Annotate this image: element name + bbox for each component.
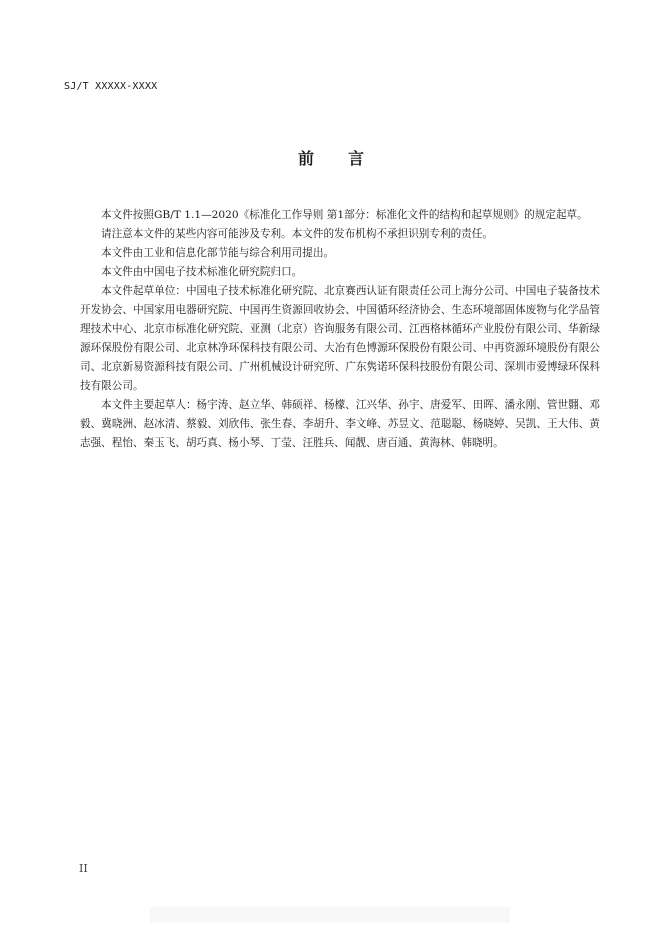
paragraph-standard-basis: 本文件按照GB/T 1.1—2020《标准化工作导则 第1部分：标准化文件的结构和起草规则》的规定起草。 — [101, 209, 588, 221]
paragraph-drafters: 本文件主要起草人：杨宇涛、赵立华、韩硕祥、杨檬、江兴华、孙宇、唐爱军、田晖、潘永刚、管世翾、邓毅、冀晓洲、赵冰清、蔡毅、刘欣伟、张生春、李胡升、李文峰、苏昱文、范聪聪、杨晓婷、吴凯、王大伟、黄志强、程怡、秦玉飞、胡巧真、杨小琴、丁莹、汪胜兵、闻靓、唐百通、黄海林、韩晓明。 — [80, 399, 600, 449]
document-code: SJ/T XXXXX-XXXX — [64, 81, 158, 92]
paragraph-drafting-units: 本文件起草单位：中国电子技术标准化研究院、北京赛西认证有限责任公司上海分公司、中国电子装备技术开发协会、中国家用电器研究院、中国再生资源回收协会、中国循环经济协会、生态环境部固体废物与化学品管理技术中心、北京市标准化研究院、亚测（北京）咨询服务有限公司、江西格林循环产业股份有限公司、华新绿源环保股份有限公司、北京林净环保科技有限公司、大冶有色博源环保股份有限公司、中再资源环境股份有限公司、北京新易资源科技有限公司、广州机械设计研究所、广东隽诺环保科技股份有限公司、深圳市爱博绿环保科技有限公司。 — [80, 285, 600, 392]
paragraph-proposer: 本文件由工业和信息化部节能与综合利用司提出。 — [101, 247, 335, 259]
page-number: II — [79, 862, 88, 875]
faint-watermark-band — [150, 907, 510, 923]
foreword-body — [80, 206, 600, 453]
page-title: 前言 — [297, 149, 398, 168]
paragraph-administrator: 本文件由中国电子技术标准化研究院归口。 — [101, 266, 303, 278]
paragraph-patent-notice: 请注意本文件的某些内容可能涉及专利。本文件的发布机构不承担识别专利的责任。 — [101, 228, 493, 240]
